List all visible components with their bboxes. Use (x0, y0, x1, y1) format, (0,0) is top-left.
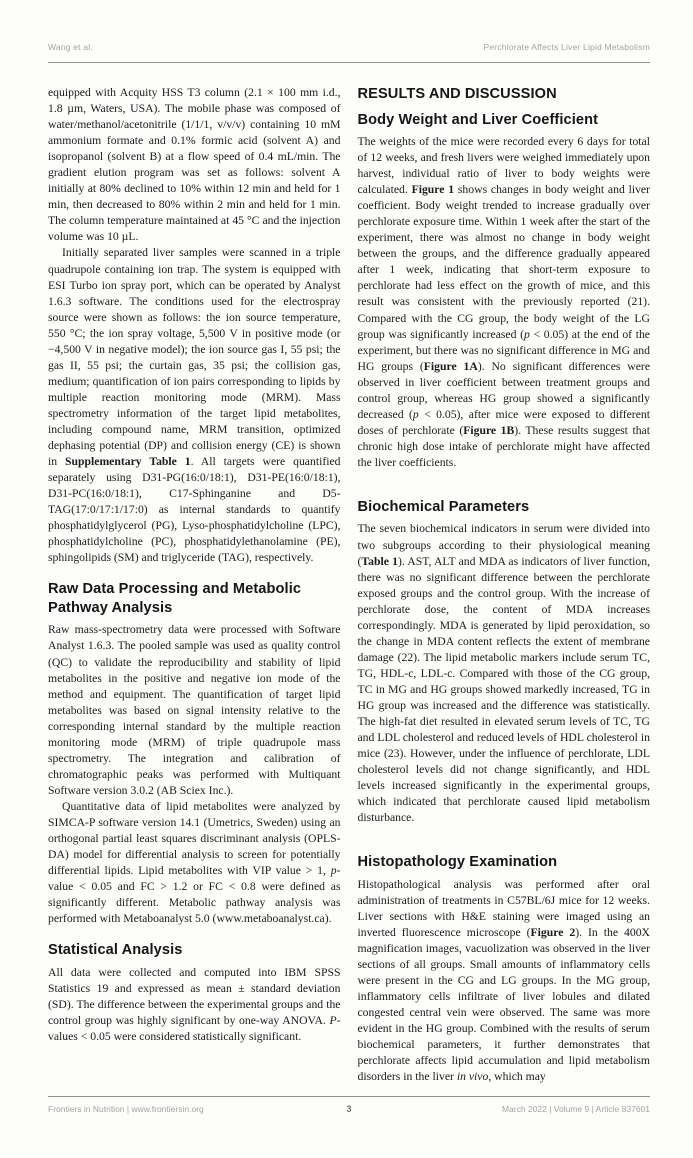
paragraph: Raw mass-spectrometry data were processed with Software Analyst 1.6.3. The pooled sample was used as quality control (QC) to validate the reproducibility and stability of lipid metabolites in the positive and negative ion mode of the method and equipment. The quantification of target lipid metabolites was based on signal intensity relative to the corresponding internal standard by the multiple reaction monitoring mode (MRM) of triple quadrupole mass spectrometry. The integration and calibration of chromatographic peaks was performed with Multiquant Software version 3.0.2 (AB Sciex Inc.). (48, 623, 341, 797)
paragraph: All data were collected and computed into IBM SPSS Statistics 19 and expressed as mean ± standard deviation (SD). The difference between the experimental groups and the control group was highly significant by one-way ANOVA. P-values < 0.05 were considered statistically significant. (48, 965, 341, 1043)
footer-rule (48, 1096, 650, 1097)
header-rule (48, 62, 650, 63)
footer-journal: Frontiers in Nutrition | www.frontiersin.org (48, 1104, 204, 1114)
footer-page-number: 3 (346, 1104, 352, 1114)
section-heading: Statistical Analysis (48, 942, 183, 959)
section-heading: Body Weight and Liver Coefficient (357, 111, 599, 128)
section-heading: Raw Data Processing and Metabolic Pathway Analysis (48, 581, 302, 616)
paragraph: The seven biochemical indicators in serum were divided into two subgroups according to their physiological meaning (Table 1). AST, ALT and MDA as indicators of liver function, there was no significant difference between the perchlorate exposed groups and the control group. With the increase of perchlorate dose, the content of MDA increases correspondingly. MDA is generated by lipid peroxidation, so the change in MDA content reflects the extent of membrane damage (22). The lipid metabolic markers include serum TC, TG, HDL-c, LDL-c. Compared with those of the CG group, TC in MG and HG groups showed markedly increased, TG in HG group was increased and the difference was statistically. The high-fat diet resulted in elevated serum levels of TC, TG and LDL cholesterol and reduced levels of HDL cholesterol in mice (23). However, under the influence of perchlorate, LDL cholesterol levels did not change significantly, and HDL levels increased significantly in the experimental groups, which indicated that perchlorate caused lipid metabolism disturbance. (357, 522, 650, 825)
page-body (48, 85, 650, 1085)
right-column (358, 85, 651, 1085)
paragraph: The weights of the mice were recorded every 6 days for total of 12 weeks, and fresh livers were weighed immediately upon harvest, individual ratio of liver to body weights were calculated. Figure 1 shows changes in body weight and liver coefficient. Body weight trended to increase gradually over perchlorate exposure time. Within 1 week after the start of the experiment, there was almost no change in body weight between the groups, and the difference gradually appeared after 1 week, indicating that short-term exposure to perchlorate had less effect on the growth of mice, and this result was consistent with the previously reported (21). Compared with the CG group, the body weight of the LG group was significantly increased (p < 0.05) at the end of the experiment, but there was no significant difference in MG and HG groups (Figure 1A). No significant differences were observed in liver coefficient between treatment groups and control group, whereas HG group showed a significantly decreased (p < 0.05), after mice were exposed to different doses of perchlorate (Figure 1B). These results suggest that chronic high dose intake of perchlorate might have affected the liver coefficients. (357, 135, 651, 469)
paragraph: Histopathological analysis was performed after oral administration of treatments in C57BL/6J mice for 12 weeks. Liver sections with H&E staining were imaged using an inverted fluorescence microscope (Figure 2). In the 400X magnification images, vacuolization was observed in the liver sections of all groups. Small amounts of inflammatory cells were present in the CG and LG groups. In the MG group, inflammatory cells infiltrate of liver lobules and dilated congested central vein were observed. The same was more evident in the HG group. Combined with the results of serum biochemical parameters, it further demonstrates that perchlorate affects lipid accumulation and lipid metabolism disorders in the liver in vivo, which may (357, 877, 650, 1084)
running-head-title: Perchlorate Affects Liver Lipid Metabolism (483, 42, 650, 52)
running-head-author: Wang et al. (48, 42, 93, 52)
major-section-heading: RESULTS AND DISCUSSION (357, 86, 557, 102)
paragraph: Quantitative data of lipid metabolites were analyzed by SIMCA-P software version 14.1 (Umetrics, Sweden) using an orthogonal partial least squares discriminant analysis (OPLS-DA) model for differential analysis to screen for potentially differential lipids. Lipid metabolites with VIP value > 1, p-value < 0.05 and FC > 1.2 or FC < 0.8 were defined as significantly different. Metabolic pathway analysis was performed with Metaboanalyst 5.0 (www.metaboanalyst.ca). (48, 799, 341, 926)
paragraph: Initially separated liver samples were scanned in a triple quadrupole containing ion trap. The system is equipped with ESI Turbo ion spray port, which can be operated by Analyst 1.6.3 software. The conditions used for the electrospray source were shown as follows: the ion source temperature, 550 °C; the ion spray voltage, 5,500 V in positive mode (or −4,500 V in negative model); the ion source gas I, 55 psi; the gas II, 55 psi; the curtain gas, 35 psi; the collision gas, medium; quantification of ion pairs corresponding to lipids by multiple reaction monitoring mode (MRM). Mass spectrometry information of the target lipid metabolites, including compound name, MRM transition, optimized dephasing potential (DP) and collision energy (CE) is shown in Supplementary Table 1. All targets were quantified separately using D31-PG(16:0/18:1), D31-PE(16:0/18:1), D31-PC(16:0/18:1), C17-Sphinganine and D5-TAG(17:0/17:1/17:0) as internal standards to quantify phosphatidylglycerol (PG), Lyso-phosphatidylcholine (LPC), phosphatidylcholine (PC), phosphatidylethanolamine (PE), sphingolipids (SM) and triglyceride (TAG), respectively. (48, 246, 341, 565)
running-head (48, 42, 650, 52)
footer-issue: March 2022 | Volume 9 | Article 837601 (501, 1104, 651, 1114)
paragraph: equipped with Acquity HSS T3 column (2.1 × 100 mm i.d., 1.8 µm, Waters, USA). The mobile phase was composed of water/methanol/acetonitrile (1/1/1, v/v/v) containing 10 mM ammonium formate and 0.1% formic acid (solvent A) and isopropanol (solvent B) at a flow speed of 0.4 mL/min. The gradient elution program was set as follows: solvent A initially at 80% declined to 10% within 12 min and held for 1 min, then decreased to 80% within 2 min and held for 1 min. The column temperature maintained at 45 °C and the injection volume was 10 µL. (48, 86, 341, 244)
left-column (48, 85, 341, 1085)
section-heading: Biochemical Parameters (357, 498, 530, 515)
footer (48, 1104, 650, 1114)
section-heading: Histopathology Examination (357, 854, 558, 871)
